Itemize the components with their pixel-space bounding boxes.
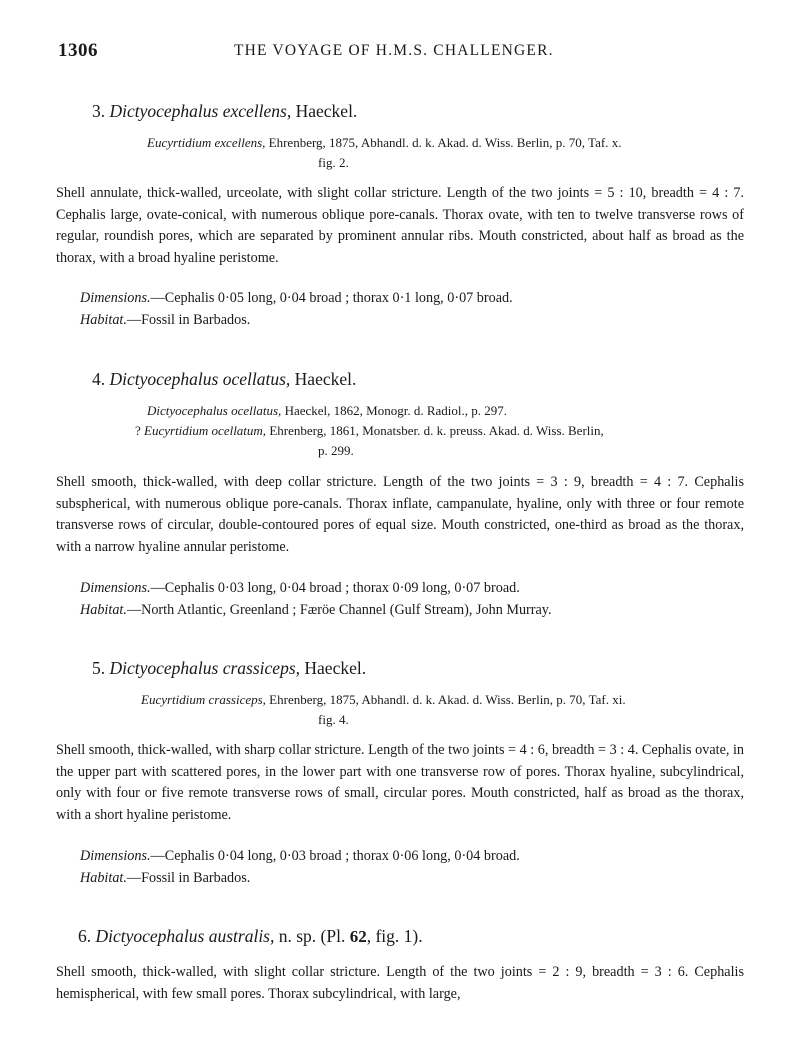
species-name: Dictyocephalus crassiceps, <box>109 658 301 678</box>
synonym-reference-cont: fig. 2. <box>318 155 349 170</box>
page-number: 1306 <box>58 40 98 61</box>
dimensions-line <box>80 580 520 597</box>
species-author: Haeckel. <box>304 658 367 678</box>
synonym-name: Eucyrtidium excellens, <box>147 135 266 150</box>
species-description: Shell annulate, thick-walled, urceolate, with slight collar stricture. Length of the two joints = 5 : 10, breadth = 4 : 7. Cephalis large, ovate-conical, with numerous oblique pore-canals. Thorax ovate, with ten to twelve transverse rows of regular, roundish pores, which are separated by prominent annular ribs. Mouth constricted, about half as broad as the thorax, with a broad hyaline peristome. <box>56 185 744 266</box>
synonym-name: Eucyrtidium ocellatum, <box>144 423 267 438</box>
synonym-line <box>141 692 626 708</box>
habitat-label: Habitat. <box>80 870 127 886</box>
habitat-line <box>80 312 250 329</box>
plate-number: 62 <box>349 927 367 946</box>
synonym-reference-cont: fig. 4. <box>318 712 349 727</box>
species-number: 3. <box>92 101 106 121</box>
species-number: 5. <box>92 658 106 678</box>
dimensions-value: —Cephalis 0·04 long, 0·03 broad ; thorax 0·06 long, 0·04 broad. <box>150 848 520 864</box>
species-heading-6 <box>78 926 423 947</box>
running-title: THE VOYAGE OF H.M.S. CHALLENGER. <box>234 42 554 59</box>
species-heading-5 <box>92 658 366 679</box>
species-heading-4 <box>92 369 356 390</box>
species-description: Shell smooth, thick-walled, with sharp collar stricture. Length of the two joints = 4 : 6, breadth = 3 : 4. Cephalis ovate, in the upper part with scattered pores, in the lower part with one transverse row of pores. Thorax hyaline, subcylindrical, only with four or five remote transverse rows of small, circular pores. Mouth constricted, half as broad as the thorax, with a short hyaline peristome. <box>56 742 744 823</box>
habitat-value: —North Atlantic, Greenland ; Færöe Channel (Gulf Stream), John Murray. <box>126 602 552 618</box>
page-header <box>58 40 758 64</box>
species-description: Shell smooth, thick-walled, with slight collar stricture. Length of the two joints = 2 : 9, breadth = 3 : 6. Cephalis hemispherical, with few small pores. Thorax subcylindrical, with large, <box>56 964 744 1002</box>
dimensions-label: Dimensions. <box>80 848 151 864</box>
species-name: Dictyocephalus excellens, <box>109 101 292 121</box>
dimensions-label: Dimensions. <box>80 290 151 306</box>
species-author-pre: n. sp. (Pl. <box>278 926 346 946</box>
synonym-reference: Ehrenberg, 1875, Abhandl. d. k. Akad. d. Wiss. Berlin, p. 70, Taf. x. <box>268 135 622 150</box>
habitat-label: Habitat. <box>80 312 127 328</box>
synonym-name: Eucyrtidium crassiceps, <box>141 692 266 707</box>
species-number: 6. <box>78 926 92 946</box>
dimensions-line <box>80 848 520 865</box>
species-author: Haeckel. <box>294 369 357 389</box>
dimensions-line <box>80 290 513 307</box>
synonym-reference: Ehrenberg, 1861, Monatsber. d. k. preuss. Akad. d. Wiss. Berlin, <box>269 423 604 438</box>
habitat-value: —Fossil in Barbados. <box>126 312 251 328</box>
habitat-line <box>80 602 552 619</box>
synonym-reference: Haeckel, 1862, Monogr. d. Radiol., p. 297. <box>284 403 507 418</box>
synonym-reference: Ehrenberg, 1875, Abhandl. d. k. Akad. d. Wiss. Berlin, p. 70, Taf. xi. <box>269 692 626 707</box>
species-description: Shell smooth, thick-walled, with deep collar stricture. Length of the two joints = 3 : 9, breadth = 4 : 7. Cephalis subspherical, with numerous oblique pore-canals. Thorax inflate, campanulate, hyaline, only with three or four remote transverse rows of circular, double-contoured pores of equal size. Mouth constricted, one-third as broad as the thorax, with a narrow hyaline annular peristome. <box>56 474 744 555</box>
species-name: Dictyocephalus australis, <box>95 926 275 946</box>
species-author-post: , fig. 1). <box>366 926 423 946</box>
dimensions-value: —Cephalis 0·03 long, 0·04 broad ; thorax 0·09 long, 0·07 broad. <box>150 580 520 596</box>
species-heading-3 <box>92 101 357 122</box>
synonym-line <box>147 403 507 419</box>
habitat-line <box>80 870 250 887</box>
synonym-line <box>147 135 621 151</box>
species-author: Haeckel. <box>295 101 358 121</box>
dimensions-value: —Cephalis 0·05 long, 0·04 broad ; thorax 0·1 long, 0·07 broad. <box>150 290 513 306</box>
synonym-name: Dictyocephalus ocellatus, <box>147 403 282 418</box>
synonym-line <box>135 423 604 439</box>
species-number: 4. <box>92 369 106 389</box>
habitat-value: —Fossil in Barbados. <box>126 870 251 886</box>
synonym-reference-cont: p. 299. <box>318 443 354 458</box>
dimensions-label: Dimensions. <box>80 580 151 596</box>
species-name: Dictyocephalus ocellatus, <box>109 369 291 389</box>
habitat-label: Habitat. <box>80 602 127 618</box>
doubt-mark: ? <box>135 423 145 438</box>
